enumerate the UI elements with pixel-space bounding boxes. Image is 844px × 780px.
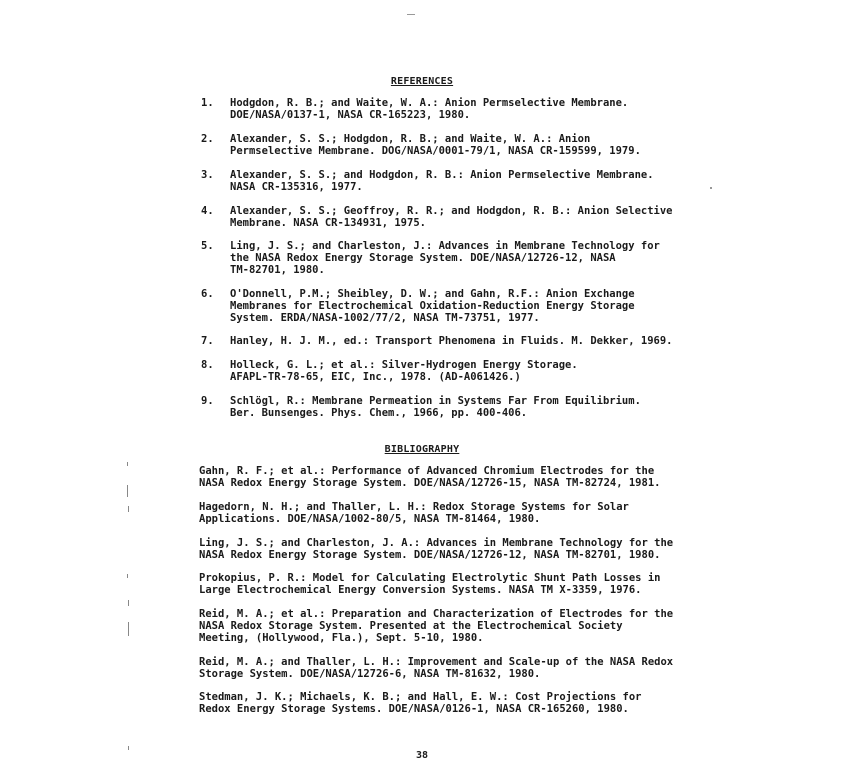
bibliography-line: Storage System. DOE/NASA/12726-6, NASA TM-81632, 1980. bbox=[199, 668, 541, 680]
bibliography-line: Gahn, R. F.; et al.: Performance of Advanced Chromium Electrodes for the bbox=[199, 465, 655, 477]
scan-mark bbox=[128, 600, 129, 606]
scan-mark bbox=[127, 574, 128, 578]
scan-dot bbox=[710, 187, 712, 189]
bibliography-line: Stedman, J. K.; Michaels, K. B.; and Hall, E. W.: Cost Projections for bbox=[199, 691, 642, 703]
reference-number: 8. bbox=[201, 359, 214, 371]
bibliography-line: NASA Redox Energy Storage System. DOE/NASA/12726-15, NASA TM-82724, 1981. bbox=[199, 477, 661, 489]
bibliography-line: Prokopius, P. R.: Model for Calculating Electrolytic Shunt Path Losses in bbox=[199, 572, 661, 584]
reference-number: 3. bbox=[201, 169, 214, 181]
bibliography-line: Large Electrochemical Energy Conversion Systems. NASA TM X-3359, 1976. bbox=[199, 584, 642, 596]
reference-line: the NASA Redox Energy Storage System. DOE/NASA/12726-12, NASA bbox=[230, 252, 616, 264]
reference-line: O'Donnell, P.M.; Sheibley, D. W.; and Gahn, R.F.: Anion Exchange bbox=[230, 288, 635, 300]
scan-mark bbox=[128, 622, 129, 636]
bibliography-line: Reid, M. A.; et al.: Preparation and Characterization of Electrodes for the bbox=[199, 608, 674, 620]
bibliography-heading: BIBLIOGRAPHY bbox=[384, 444, 460, 455]
bibliography-line: Reid, M. A.; and Thaller, L. H.: Improvement and Scale-up of the NASA Redox bbox=[199, 656, 674, 668]
reference-line: Membranes for Electrochemical Oxidation-Reduction Energy Storage bbox=[230, 300, 635, 312]
reference-line: Schlögl, R.: Membrane Permeation in Systems Far From Equilibrium. bbox=[230, 395, 641, 407]
reference-line: TM-82701, 1980. bbox=[230, 264, 325, 276]
reference-line: Permselective Membrane. DOG/NASA/0001-79/1, NASA CR-159599, 1979. bbox=[230, 145, 641, 157]
bibliography-line: Applications. DOE/NASA/1002-80/5, NASA TM-81464, 1980. bbox=[199, 513, 541, 525]
reference-line: Membrane. NASA CR-134931, 1975. bbox=[230, 217, 426, 229]
reference-line: Hodgdon, R. B.; and Waite, W. A.: Anion Permselective Membrane. bbox=[230, 97, 629, 109]
reference-number: 4. bbox=[201, 205, 214, 217]
bibliography-entry bbox=[199, 501, 679, 525]
reference-number: 1. bbox=[201, 97, 214, 109]
reference-number: 6. bbox=[201, 288, 214, 300]
top-dash-mark bbox=[407, 14, 415, 15]
reference-number: 5. bbox=[201, 240, 214, 252]
bibliography-line: NASA Redox Energy Storage System. DOE/NASA/12726-12, NASA TM-82701, 1980. bbox=[199, 549, 661, 561]
reference-line: Ling, J. S.; and Charleston, J.: Advances in Membrane Technology for bbox=[230, 240, 660, 252]
bibliography-line: Ling, J. S.; and Charleston, J. A.: Advances in Membrane Technology for the bbox=[199, 537, 674, 549]
reference-line: DOE/NASA/0137-1, NASA CR-165223, 1980. bbox=[230, 109, 471, 121]
reference-number: 7. bbox=[201, 335, 214, 347]
bibliography-entry bbox=[199, 608, 679, 644]
reference-line: System. ERDA/NASA-1002/77/2, NASA TM-73751, 1977. bbox=[230, 312, 540, 324]
bibliography-entry bbox=[199, 537, 679, 561]
reference-line: Alexander, S. S.; Geoffroy, R. R.; and Hodgdon, R. B.: Anion Selective bbox=[230, 205, 673, 217]
reference-line: Ber. Bunsenges. Phys. Chem., 1966, pp. 400-406. bbox=[230, 407, 528, 419]
scan-mark bbox=[127, 485, 128, 497]
bibliography-line: NASA Redox Storage System. Presented at the Electrochemical Society bbox=[199, 620, 623, 632]
reference-line: NASA CR-135316, 1977. bbox=[230, 181, 363, 193]
bibliography-entry bbox=[199, 465, 679, 489]
references-heading: REFERENCES bbox=[390, 76, 454, 87]
reference-number: 9. bbox=[201, 395, 214, 407]
bibliography-line: Redox Energy Storage Systems. DOE/NASA/0126-1, NASA CR-165260, 1980. bbox=[199, 703, 629, 715]
scan-mark bbox=[128, 506, 129, 512]
reference-line: Alexander, S. S.; Hodgdon, R. B.; and Waite, W. A.: Anion bbox=[230, 133, 591, 145]
bibliography-entry bbox=[199, 691, 679, 715]
page-number: 38 bbox=[415, 750, 429, 761]
bibliography-entry bbox=[199, 656, 679, 680]
reference-line: Hanley, H. J. M., ed.: Transport Phenomena in Fluids. M. Dekker, 1969. bbox=[230, 335, 673, 347]
bibliography-line: Meeting, (Hollywood, Fla.), Sept. 5-10, 1980. bbox=[199, 632, 484, 644]
reference-line: AFAPL-TR-78-65, EIC, Inc., 1978. (AD-A061426.) bbox=[230, 371, 521, 383]
scan-mark bbox=[127, 462, 128, 466]
reference-number: 2. bbox=[201, 133, 214, 145]
bibliography-entry bbox=[199, 572, 679, 596]
bibliography-line: Hagedorn, N. H.; and Thaller, L. H.: Redox Storage Systems for Solar bbox=[199, 501, 629, 513]
reference-line: Alexander, S. S.; and Hodgdon, R. B.: Anion Permselective Membrane. bbox=[230, 169, 654, 181]
reference-line: Holleck, G. L.; et al.: Silver-Hydrogen Energy Storage. bbox=[230, 359, 578, 371]
